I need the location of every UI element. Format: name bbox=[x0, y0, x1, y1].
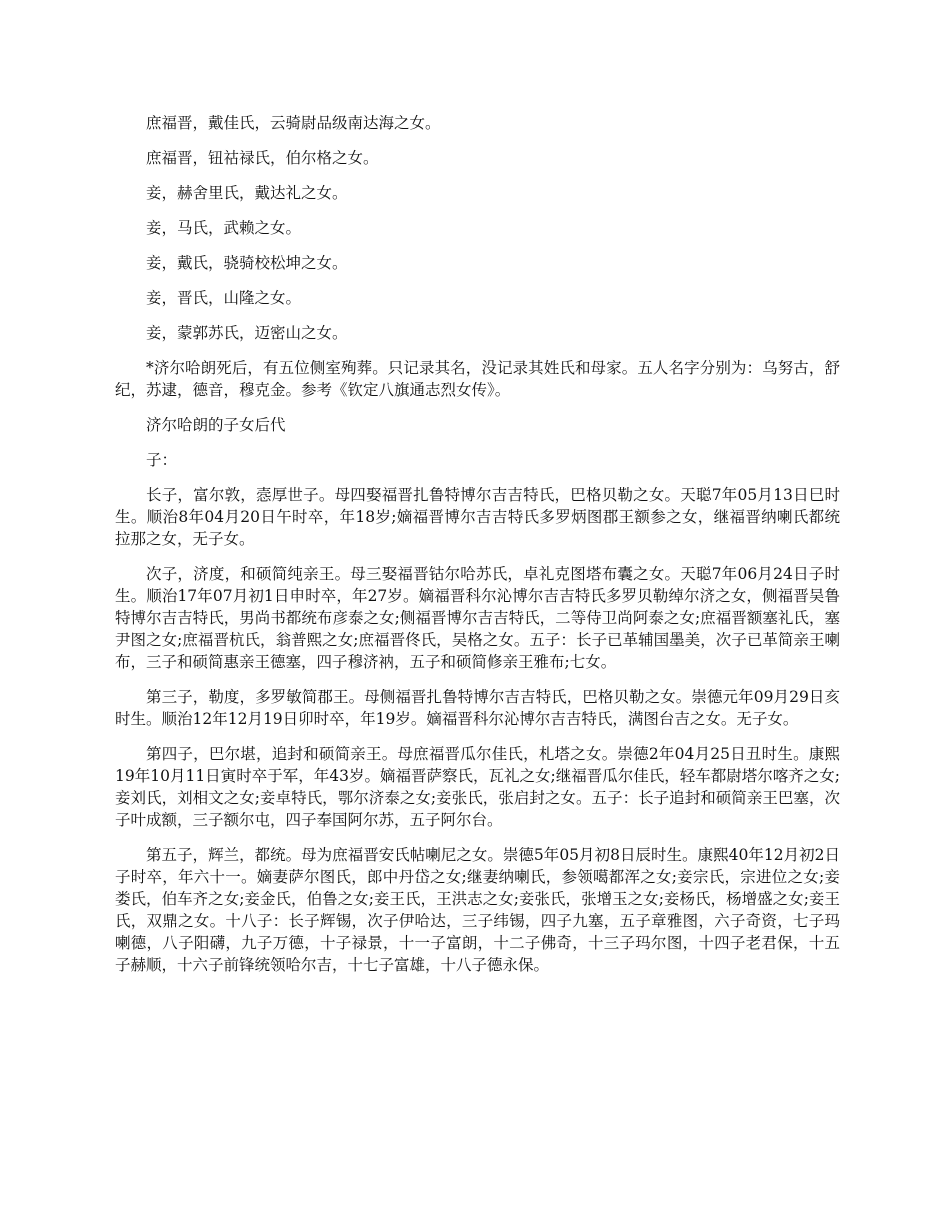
paragraph-fifth-son: 第五子，辉兰，都统。母为庶福晋安氏帖喇尼之女。崇德5年05月初8日辰时生。康熙40年12月初2日子时卒，年六十一。嫡妻萨尔图氏，郎中丹岱之女;继妻纳喇氏，参领噶都浑之女;妾宗氏，宗进位之女;妾娄氏，伯车齐之女;妾金氏，伯鲁之女;妾王氏，王洪志之女;妾张氏，张增玉之女;妾杨氏，杨增盛之女;妾王氏，双鼎之女。十八子：长子辉锡，次子伊哈达，三子纬锡，四子九塞，五子章雅图，六子奇资，七子玛喇德，八子阳礴，九子万德，十子禄景，十一子富朗，十二子佛奇，十三子玛尔图，十四子老君保，十五子赫顺，十六子前锋统领哈尔吉，十七子富雄，十八子德永保。 bbox=[115, 846, 840, 974]
paragraph-second-son: 次子，济度，和硕简纯亲王。母三娶福晋钴尔哈苏氏，卓礼克图塔布囊之女。天聪7年06月24日子时生。顺治17年07月初1日申时卒，年27岁。嫡福晋科尔沁博尔吉吉特氏多罗贝勒绰尔济之女，侧福晋吴鲁特博尔吉吉特氏，男尚书都统布彦泰之女;侧福晋博尔吉吉特氏，二等侍卫尚阿泰之女;庶福晋额塞礼氏，塞尹图之女;庶福晋杭氏，翁普熙之女;庶福晋佟氏，吴格之女。五子：长子已革辅国墨美，次子已革简亲王喇布，三子和硕简惠亲王德塞，四子穆济衲，五子和硕简修亲王雅布;七女。 bbox=[115, 565, 840, 671]
paragraph-fourth-son: 第四子，巴尔堪，追封和硕简亲王。母庶福晋瓜尔佳氏，札塔之女。崇德2年04月25日丑时生。康熙19年10月11日寅时卒于军，年43岁。嫡福晋萨察氏，瓦礼之女;继福晋瓜尔佳氏，轻车都尉塔尔喀齐之女;妾刘氏，刘相文之女;妾卓特氏，鄂尔济泰之女;妾张氏，张启封之女。五子：长子追封和硕简亲王巴塞，次子叶成额，三子额尔屯，四子奉国阿尔苏，五子阿尔台。 bbox=[115, 745, 840, 829]
paragraph-consort-daiji: 庶福晋，戴佳氏，云骑尉品级南达海之女。 bbox=[146, 114, 441, 132]
document-body bbox=[115, 112, 840, 989]
paragraph-concubine-dai: 妾，戴氏，骁骑校松坤之女。 bbox=[146, 254, 348, 272]
paragraph-concubine-jin: 妾，晋氏，山隆之女。 bbox=[146, 289, 302, 307]
paragraph-first-son: 长子，富尔敦，悫厚世子。母四娶福晋扎鲁特博尔吉吉特氏，巴格贝勒之女。天聪7年05月13日巳时生。顺治8年04月20日午时卒，年18岁;嫡福晋博尔吉吉特氏多罗炳图郡王额参之女，继福晋纳喇氏都统拉那之女，无子女。 bbox=[115, 486, 840, 548]
paragraph-concubine-ma: 妾，马氏，武赖之女。 bbox=[146, 219, 302, 237]
paragraph-note-sacrifice: *济尔哈朗死后，有五位侧室殉葬。只记录其名，没记录其姓氏和母家。五人名字分别为：乌努古，舒纪，苏逮，德音，穆克金。参考《钦定八旗通志烈女传》。 bbox=[115, 359, 840, 399]
paragraph-third-son: 第三子，勒度，多罗敏简郡王。母侧福晋扎鲁特博尔吉吉特氏，巴格贝勒之女。崇德元年09月29日亥时生。顺治12年12月19日卯时卒，年19岁。嫡福晋科尔沁博尔吉吉特氏，满图台吉之女。无子女。 bbox=[115, 688, 840, 728]
paragraph-concubine-menggusu: 妾，蒙郭苏氏，迈密山之女。 bbox=[146, 324, 348, 342]
section-heading-descendants: 济尔哈朗的子女后代 bbox=[146, 416, 286, 434]
paragraph-consort-niohuru: 庶福晋，钮祜禄氏，伯尔格之女。 bbox=[146, 149, 379, 167]
subheading-sons: 子： bbox=[146, 451, 178, 469]
paragraph-concubine-hesheri: 妾，赫舍里氏，戴达礼之女。 bbox=[146, 184, 348, 202]
